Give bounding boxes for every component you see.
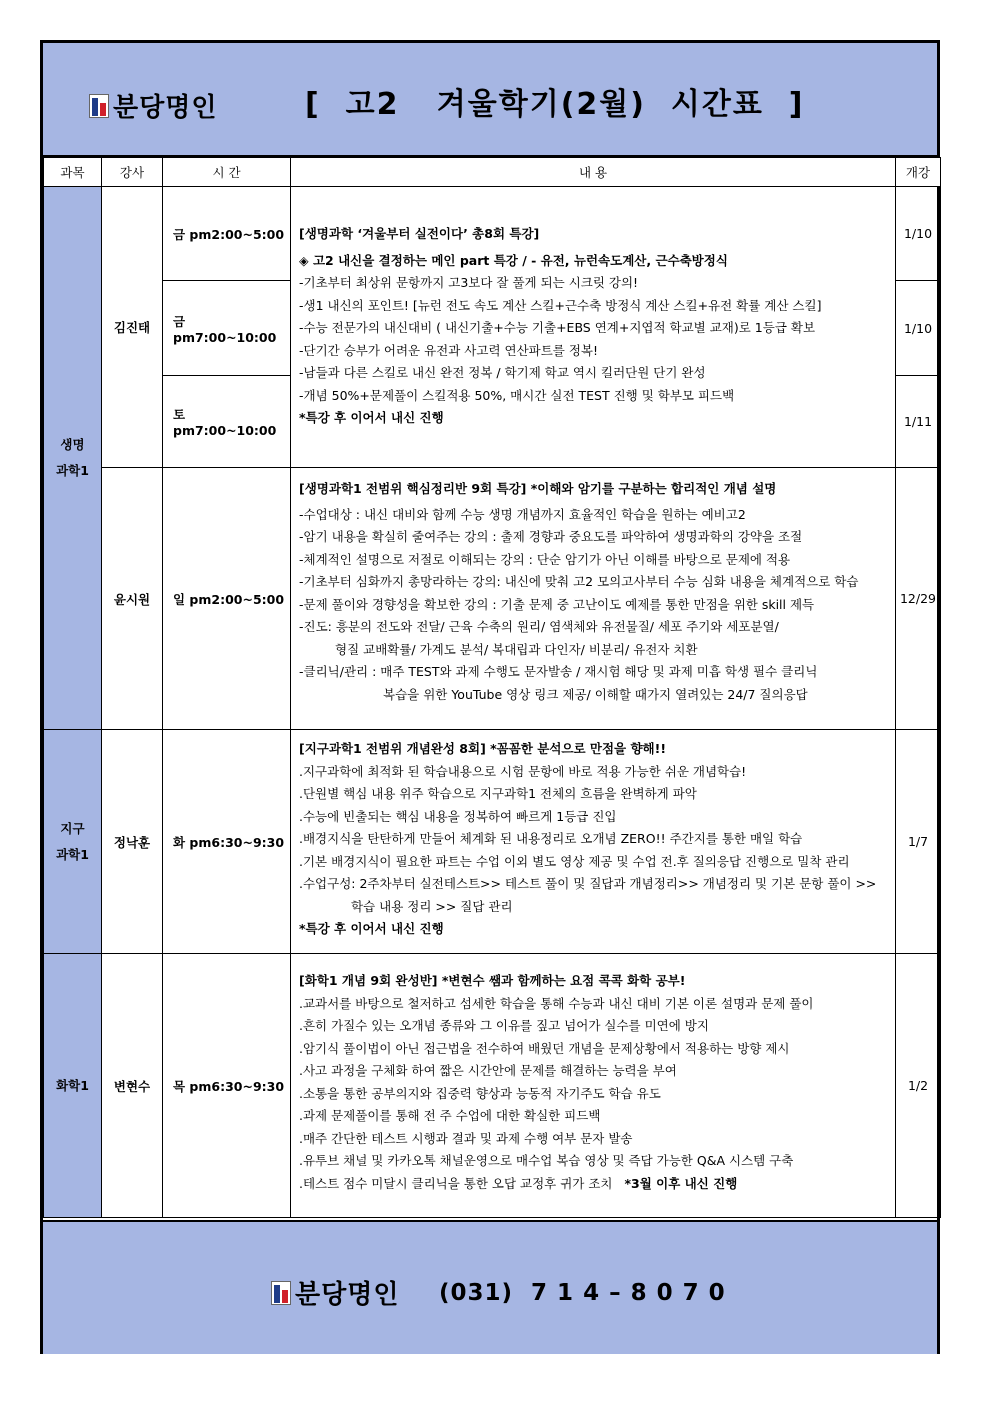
content-line: 학습 내용 정리 >> 질답 관리	[351, 898, 513, 914]
start-cell: 1/2	[896, 954, 941, 1218]
table-row	[44, 730, 941, 954]
content-line: [화학1 개념 9회 완성반] *변현수 쌤과 함께하는 요점 콕콕 화학 공부!	[299, 973, 686, 988]
content-line: 복습을 위한 YouTube 영상 링크 제공/ 이해할 때가지 열려있는 24/7 질의응답	[383, 686, 808, 702]
table-row	[44, 954, 941, 1218]
content-line: -기초부터 최상위 문항까지 고3보다 잘 풀게 되는 시크릿 강의!	[299, 275, 639, 290]
content-line: -기초부터 심화까지 총망라하는 강의: 내신에 맞춰 고2 모의고사부터 수능 심화 내용을 체계적으로 학습	[299, 574, 859, 589]
content-cell	[291, 730, 896, 954]
col-start: 개강	[896, 158, 941, 187]
teacher-cell: 정낙훈	[102, 730, 163, 954]
content-line: 형질 교배확률/ 가계도 분석/ 복대립과 다인자/ 비분리/ 유전자 치환	[335, 641, 698, 657]
col-teacher: 강사	[102, 158, 163, 187]
start-cell: 12/29	[896, 468, 941, 730]
start-cell: 1/7	[896, 730, 941, 954]
content-line: -체계적인 설명으로 저절로 이해되는 강의 : 단순 암기가 아닌 이해를 바탕으로 문제에 적용	[299, 551, 791, 567]
content-line: .흔히 가질수 있는 오개념 종류와 그 이유를 짚고 넘어가 실수를 미연에 방지	[299, 1018, 709, 1033]
content-line: -수능 전문가의 내신대비 ( 내신기출+수능 기출+EBS 연계+지엽적 학교별 교재)로 1등급 확보	[299, 320, 816, 335]
time-cell: 일 pm2:00~5:00	[163, 468, 291, 730]
content-line: -수업대상 : 내신 대비와 함께 수능 생명 개념까지 효율적인 학습을 원하는 예비고2	[299, 506, 746, 522]
logo-text: 분당명인	[113, 93, 218, 123]
content-line: .배경지식을 탄탄하게 만들어 체계화 된 내용정리로 오개념 ZERO!! 주간지를 통한 매일 학습	[299, 831, 803, 846]
content-line: .단원별 핵심 내용 위주 학습으로 지구과학1 전체의 흐름을 완벽하게 파악	[299, 786, 697, 801]
content-line: [생명과학1 전범위 핵심정리반 9회 특강] *이해와 암기를 구분하는 합리적인 개념 설명	[299, 481, 777, 496]
content-line: -클리닉/관리 : 매주 TEST와 과제 수행도 문자발송 / 재시험 해당 및 과제 미흡 학생 필수 클리닉	[299, 664, 818, 679]
content-line: -진도: 흥분의 전도와 전달/ 근육 수축의 원리/ 염색체와 유전물질/ 세포 주기와 세포분열/	[299, 619, 779, 634]
phone-number: (031) 7 1 4 – 8 0 7 0	[439, 1280, 726, 1306]
time-cell: 금 pm7:00~10:00	[163, 281, 291, 376]
content-line: .교과서를 바탕으로 철저하고 섬세한 학습을 통해 수능과 내신 대비 기본 이론 설명과 문제 풀이	[299, 995, 814, 1011]
col-time: 시 간	[163, 158, 291, 187]
content-cell	[291, 187, 896, 468]
start-cell: 1/11	[896, 376, 941, 468]
content-line: ◈ 고2 내신을 결정하는 메인 part 특강 / - 유전, 뉴런속도계산, 근수축방정식	[299, 252, 728, 268]
content-line: -암기 내용을 확실히 줄여주는 강의 : 출제 경향과 중요도를 파악하여 생명과학의 강약을 조절	[299, 529, 803, 544]
table-row	[44, 468, 941, 730]
logo-text: 분당명인	[295, 1280, 400, 1310]
header-logo	[89, 87, 217, 124]
content-line: *특강 후 이어서 내신 진행	[299, 921, 444, 936]
time-cell: 토 pm7:00~10:00	[163, 376, 291, 468]
content-cell	[291, 468, 896, 730]
subject-cell	[44, 730, 102, 954]
content-line: *특강 후 이어서 내신 진행	[299, 410, 444, 425]
content-line: .지구과학에 최적화 된 학습내용으로 시험 문항에 바로 적용 가능한 쉬운 개념학습!	[299, 763, 747, 779]
content-line: [지구과학1 전범위 개념완성 8회] *꼼꼼한 분석으로 만점을 향해!!	[299, 741, 667, 756]
header-row	[44, 158, 941, 187]
subject-cell: 화학1	[44, 954, 102, 1218]
time-cell: 금 pm2:00~5:00	[163, 187, 291, 281]
time-cell: 목 pm6:30~9:30	[163, 954, 291, 1218]
content-line: .사고 과정을 구체화 하여 짧은 시간안에 문제를 해결하는 능력을 부여	[299, 1063, 677, 1078]
teacher-cell: 변현수	[102, 954, 163, 1218]
start-cell: 1/10	[896, 187, 941, 281]
logo-icon	[271, 1281, 291, 1305]
content-line-text: .테스트 점수 미달시 클리닉을 통한 오답 교정후 귀가 조치	[299, 1175, 613, 1191]
time-cell: 화 pm6:30~9:30	[163, 730, 291, 954]
content-cell	[291, 954, 896, 1218]
content-line: .유투브 채널 및 카카오톡 채널운영으로 매수업 복습 영상 및 즉답 가능한 Q&A 시스템 구축	[299, 1153, 794, 1168]
teacher-cell: 윤시원	[102, 468, 163, 730]
footer-logo	[271, 1274, 399, 1311]
subject-cell	[44, 187, 102, 730]
content-line: -문제 풀이와 경향성을 확보한 강의 : 기출 문제 중 고난이도 예제를 통한 만점을 위한 skill 제득	[299, 596, 815, 612]
content-line: -단기간 승부가 어려운 유전과 사고력 연산파트를 정복!	[299, 342, 599, 358]
content-line: .소통을 통한 공부의지와 집중력 향상과 능동적 자기주도 학습 유도	[299, 1085, 661, 1101]
content-line: .암기식 풀이법이 아닌 접근법을 전수하여 배웠던 개념을 문제상황에서 적용하는 방향 제시	[299, 1040, 790, 1056]
content-line: .과제 문제풀이를 통해 전 주 수업에 대한 확실한 피드백	[299, 1108, 601, 1123]
logo-icon	[89, 94, 109, 118]
subject-label: 생명 과학1	[56, 437, 89, 478]
content-line: .기본 배경지식이 필요한 파트는 수업 이외 별도 영상 제공 및 수업 전.후 질의응답 진행으로 밀착 관리	[299, 853, 850, 869]
content-line	[299, 1173, 887, 1196]
table-row	[44, 187, 941, 281]
page-title: [ 고2 겨울학기(2월) 시간표 ]	[305, 87, 805, 122]
col-content: 내 용	[291, 158, 896, 187]
content-line: [생명과학 ‘겨울부터 실전이다’ 총8회 특강]	[299, 226, 540, 241]
content-line: .수업구성: 2주차부터 실전테스트>> 테스트 풀이 및 질답과 개념정리>> 개념정리 및 기본 문항 풀이 >>	[299, 876, 877, 891]
timetable-page	[40, 40, 940, 1354]
teacher-cell: 김진태	[102, 187, 163, 468]
start-cell: 1/10	[896, 281, 941, 376]
header-banner	[43, 43, 937, 157]
content-line: -개념 50%+문제풀이 스킬적용 50%, 매시간 실전 TEST 진행 및 학부모 피드백	[299, 387, 735, 403]
content-line: -남들과 다른 스킬로 내신 완전 정복 / 학기제 학교 역시 킬러단원 단기 완성	[299, 365, 706, 380]
schedule-table	[43, 157, 941, 1218]
content-line-note: *3월 이후 내신 진행	[624, 1175, 738, 1191]
content-line: .매주 간단한 테스트 시행과 결과 및 과제 수행 여부 문자 발송	[299, 1130, 633, 1146]
col-subject: 과목	[44, 158, 102, 187]
subject-label: 지구 과학1	[56, 820, 89, 862]
footer-banner	[43, 1220, 937, 1354]
content-line: .수능에 빈출되는 핵심 내용을 정복하여 빠르게 1등급 진입	[299, 808, 617, 824]
content-line: -생1 내신의 포인트! [뉴런 전도 속도 계산 스킬+근수축 방정식 계산 스킬+유전 확률 계산 스킬]	[299, 297, 822, 313]
